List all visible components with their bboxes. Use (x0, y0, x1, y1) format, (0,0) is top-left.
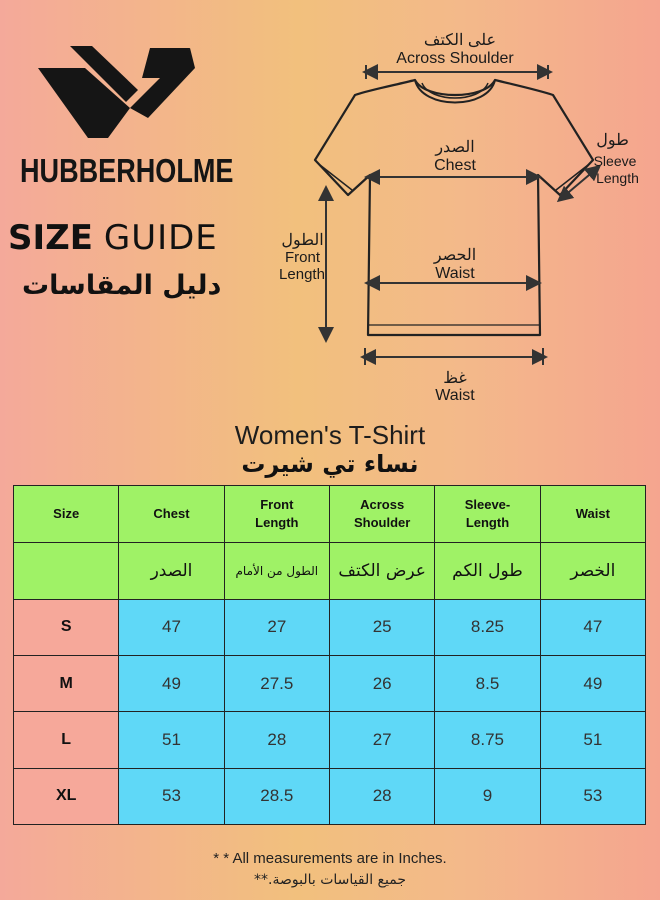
front-length-label-ar: الطول (281, 232, 324, 249)
value-cell: 47 (119, 599, 224, 655)
header-cell-ar: الخصر (540, 543, 645, 599)
chest-label: Chest (434, 157, 476, 174)
value-cell: 8.25 (435, 599, 540, 655)
value-cell: 25 (329, 599, 434, 655)
header-cell-ar: طول الكم (435, 543, 540, 599)
header-cell: Size (14, 486, 119, 543)
value-cell: 51 (540, 712, 645, 768)
waist-label-ar: الحصر (433, 247, 477, 264)
tshirt-outline-icon (270, 25, 660, 410)
value-cell: 8.5 (435, 655, 540, 711)
value-cell: 27 (224, 599, 329, 655)
value-cell: 28 (329, 768, 434, 824)
table-title-ar: نساء تي شيرت (241, 450, 419, 478)
value-cell: 53 (540, 768, 645, 824)
header-row-arabic (14, 543, 646, 599)
front-length-label-2: Length (279, 266, 325, 283)
value-cell: 51 (119, 712, 224, 768)
header-cell-ar: الصدر (119, 543, 224, 599)
header-cell: Chest (119, 486, 224, 543)
sleeve-label-1: Sleeve (593, 153, 637, 169)
size-guide-arabic: دليل المقاسات (22, 270, 222, 301)
size-guide-heading (8, 218, 218, 258)
header-cell: Front Length (224, 486, 329, 543)
size-cell: S (14, 599, 119, 655)
chest-label-ar: الصدر (435, 139, 475, 156)
header-cell: Waist (540, 486, 645, 543)
header-row (14, 486, 646, 543)
value-cell: 26 (329, 655, 434, 711)
bottom-waist-label: Waist (435, 387, 475, 404)
header-cell-ar (14, 543, 119, 599)
value-cell: 53 (119, 768, 224, 824)
sleeve-label-2: Length (596, 170, 639, 186)
table-row (14, 768, 646, 824)
value-cell: 27 (329, 712, 434, 768)
size-cell: M (14, 655, 119, 711)
size-cell: XL (14, 768, 119, 824)
header-cell-ar: الطول من الأمام (224, 543, 329, 599)
brand-name: HUBBERHOLME (20, 152, 234, 189)
table-row (14, 655, 646, 711)
value-cell: 28.5 (224, 768, 329, 824)
measurement-note: * * All measurements are in Inches. (213, 850, 447, 867)
value-cell: 49 (540, 655, 645, 711)
front-length-label-1: Front (284, 249, 320, 266)
size-word: SIZE (8, 218, 94, 258)
guide-word: GUIDE (103, 218, 218, 258)
value-cell: 47 (540, 599, 645, 655)
across-shoulder-label-ar: على الكتف (423, 32, 497, 49)
value-cell: 28 (224, 712, 329, 768)
header-cell: Across Shoulder (329, 486, 434, 543)
header-cell-ar: عرض الكتف (329, 543, 434, 599)
header-cell: Sleeve- Length (435, 486, 540, 543)
tshirt-measurement-diagram (270, 25, 660, 410)
value-cell: 27.5 (224, 655, 329, 711)
value-cell: 8.75 (435, 712, 540, 768)
value-cell: 9 (435, 768, 540, 824)
size-table (13, 485, 646, 825)
across-shoulder-label: Across Shoulder (396, 50, 514, 67)
sleeve-label-ar: طول (596, 132, 629, 149)
table-title: Women's T-Shirt (234, 420, 426, 450)
hubberholme-chevron-logo-icon (30, 38, 200, 148)
waist-label: Waist (435, 265, 475, 282)
table-row (14, 599, 646, 655)
size-cell: L (14, 712, 119, 768)
bottom-waist-label-ar: غظ (443, 370, 467, 387)
value-cell: 49 (119, 655, 224, 711)
measurement-note-ar: جميع القياسات بالبوصة.** (254, 872, 406, 888)
table-row (14, 712, 646, 768)
